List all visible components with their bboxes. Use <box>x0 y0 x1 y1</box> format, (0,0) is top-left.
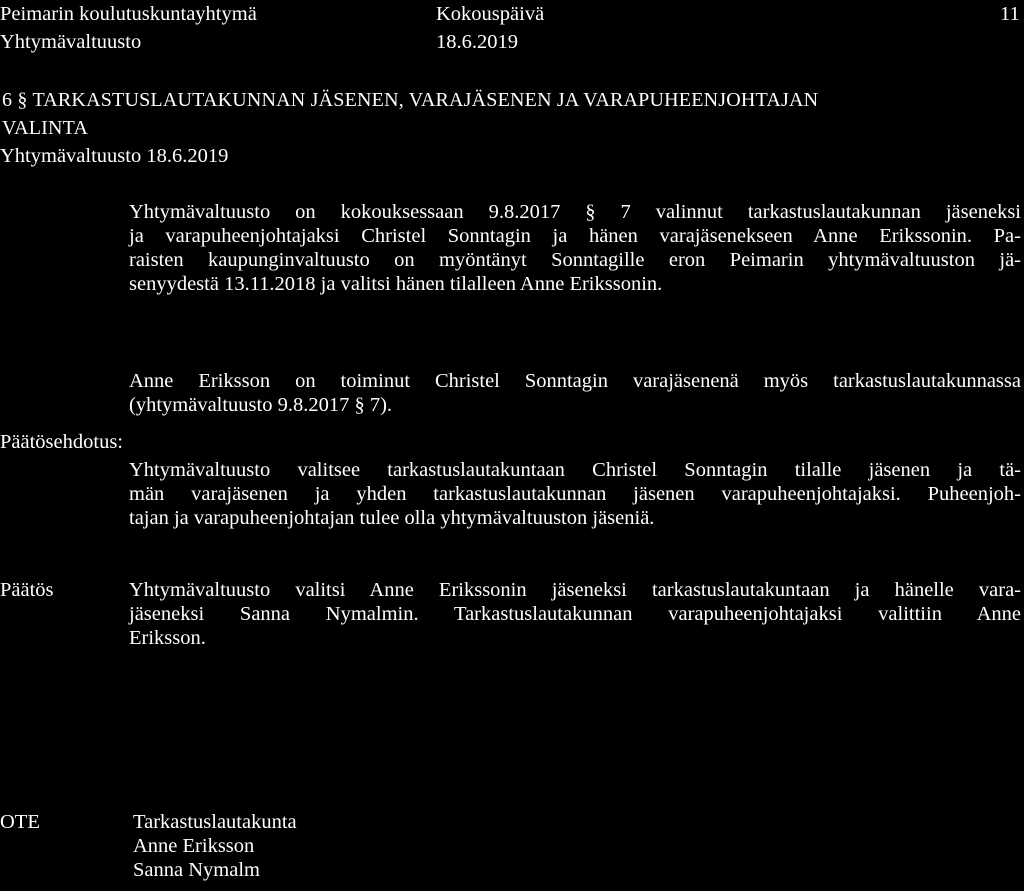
decision-line: Yhtymävaltuusto valitsi Anne Erikssonin jäseneksi tarkastuslautakuntaan ja hänelle vara- <box>129 579 1021 601</box>
recipient: Anne Eriksson <box>133 835 255 857</box>
organization-name: Peimarin koulutuskuntayhtymä <box>0 3 257 25</box>
decision-label: Päätös <box>0 579 54 601</box>
paragraph-line: Yhtymävaltuusto on kokouksessaan 9.8.2017 § 7 valinnut tarkastuslautakunnan jäseneksi <box>129 201 1021 223</box>
paragraph-previous-role <box>129 369 1021 417</box>
recipient: Sanna Nymalm <box>133 859 260 881</box>
proposal-line: tajan ja varapuheenjohtajan tulee olla yhtymävaltuuston jäseniä. <box>129 507 655 529</box>
decision-line: jäseneksi Sanna Nymalmin. Tarkastuslautakunnan varapuheenjohtajaksi valittiin Anne <box>129 603 1021 625</box>
proposal-line: Yhtymävaltuusto valitsee tarkastuslautakuntaan Christel Sonntagin tilalle jäsenen ja tä- <box>129 459 1021 481</box>
extract-recipients <box>133 810 297 882</box>
extract-label: OTE <box>0 811 40 833</box>
proposal-text <box>129 458 1021 530</box>
meeting-date-label: Kokouspäivä <box>436 3 545 25</box>
decision-text <box>129 578 1021 650</box>
paragraph-background <box>129 200 1021 296</box>
body-name: Yhtymävaltuusto <box>0 31 142 53</box>
section-title: 6 § TARKASTUSLAUTAKUNNAN JÄSENEN, VARAJÄSENEN JA VARAPUHEENJOHTAJAN <box>2 89 819 111</box>
section-subtitle: Yhtymävaltuusto 18.6.2019 <box>0 145 229 167</box>
paragraph-line: Anne Eriksson on toiminut Christel Sonntagin varajäsenenä myös tarkastuslautakunnassa <box>129 370 1021 392</box>
paragraph-line: senyydestä 13.11.2018 ja valitsi hänen tilalleen Anne Erikssonin. <box>129 273 663 295</box>
paragraph-line: ja varapuheenjohtajaksi Christel Sonntagin ja hänen varajäsenekseen Anne Erikssonin. Pa- <box>129 225 1021 247</box>
proposal-label: Päätösehdotus: <box>0 431 123 453</box>
paragraph-line: (yhtymävaltuusto 9.8.2017 § 7). <box>129 394 393 416</box>
recipient: Tarkastuslautakunta <box>133 811 297 833</box>
decision-line: Eriksson. <box>129 627 206 649</box>
paragraph-line: raisten kaupunginvaltuusto on myöntänyt Sonntagille eron Peimarin yhtymävaltuuston jä- <box>129 249 1021 271</box>
proposal-line: män varajäsenen ja yhden tarkastuslautakunnan jäsenen varapuheenjohtajaksi. Puheenjoh- <box>129 483 1021 505</box>
page-number: 11 <box>1000 3 1020 25</box>
section-title-continued: VALINTA <box>2 117 89 139</box>
meeting-date: 18.6.2019 <box>436 31 518 53</box>
